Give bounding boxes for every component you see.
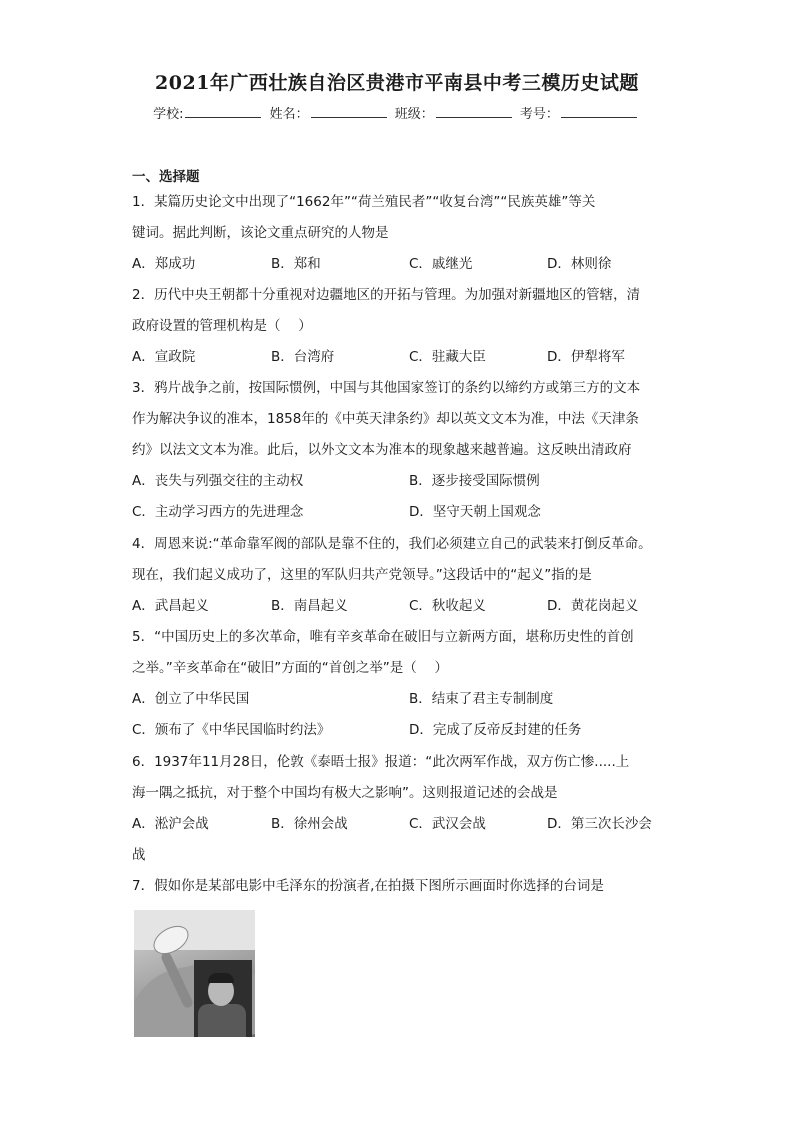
q5-option-a: A．创立了中华民国: [132, 691, 250, 707]
question-6-line-1: 6．1937年11月28日，伦敦《泰晤士报》报道：“此次两军作战，双方伤亡惨.....上: [132, 754, 630, 770]
q3-option-a: A．丧失与列强交往的主动权: [132, 473, 304, 489]
question-3-line-3: 约》以法文文本为准。此后，以外文文本为准本的现象越来越普遍。这反映出清政府: [132, 442, 632, 458]
class-label: 班级：: [394, 107, 434, 122]
student-info-line: [0, 103, 794, 122]
q4-option-a: A．武昌起义: [132, 598, 209, 614]
school-blank[interactable]: [185, 105, 261, 118]
name-blank[interactable]: [311, 105, 387, 118]
section-title: 一、选择题: [132, 169, 200, 185]
q1-option-a: A．郑成功: [132, 256, 196, 272]
q4-option-d: D．黄花岗起义: [547, 598, 639, 614]
exam-number-blank[interactable]: [561, 105, 637, 118]
q6-option-d-wrap: 战: [132, 847, 146, 863]
q2-option-b: B．台湾府: [271, 349, 335, 365]
q6-option-d: D．第三次长沙会: [547, 816, 652, 832]
q1-option-b: B．郑和: [271, 256, 321, 272]
q5-option-c: C．颁布了《中华民国临时约法》: [132, 722, 331, 738]
school-label: 学校:: [153, 107, 184, 122]
question-7-photo: [134, 910, 255, 1037]
q4-option-c: C．秋收起义: [409, 598, 486, 614]
class-blank[interactable]: [436, 105, 512, 118]
q5-option-b: B．结束了君主专制制度: [409, 691, 554, 707]
q1-option-d: D．林则徐: [547, 256, 612, 272]
exam-number-label: 考号：: [519, 107, 559, 122]
page-title: 2021年广西壮族自治区贵港市平南县中考三模历史试题: [155, 72, 639, 94]
q4-option-b: B．南昌起义: [271, 598, 348, 614]
question-3-line-2: 作为解决争议的准本，1858年的《中英天津条约》却以英文文本为准，中法《天津条: [132, 411, 639, 427]
q6-option-a: A．淞沪会战: [132, 816, 209, 832]
question-3-line-1: 3．鸦片战争之前，按国际惯例，中国与其他国家签订的条约以缔约方或第三方的文本: [132, 380, 641, 396]
question-1-line-1: 1．某篇历史论文中出现了“1662年”“荷兰殖民者”“收复台湾”“民族英雄”等关: [132, 194, 596, 210]
q6-option-b: B．徐州会战: [271, 816, 348, 832]
question-4-line-1: 4．周恩来说:“革命靠军阀的部队是靠不住的，我们必须建立自己的武装来打倒反革命。: [132, 536, 652, 552]
q5-option-d: D．完成了反帝反封建的任务: [409, 722, 582, 738]
q2-option-c: C．驻藏大臣: [409, 349, 486, 365]
question-5-line-1: 5．“中国历史上的多次革命，唯有辛亥革命在破旧与立新两方面，堪称历史性的首创: [132, 629, 634, 645]
q3-option-c: C．主动学习西方的先进理念: [132, 504, 304, 520]
q3-option-d: D．坚守天朝上国观念: [409, 504, 541, 520]
q2-option-a: A．宣政院: [132, 349, 196, 365]
q6-option-c: C．武汉会战: [409, 816, 486, 832]
question-1-line-2: 键词。据此判断，该论文重点研究的人物是: [132, 225, 389, 241]
question-2-line-1: 2．历代中央王朝都十分重视对边疆地区的开拓与管理。为加强对新疆地区的管辖，清: [132, 287, 641, 303]
question-4-line-2: 现在，我们起义成功了，这里的军队归共产党领导。”这段话中的“起义”指的是: [132, 567, 592, 583]
q2-option-d: D．伊犁将军: [547, 349, 625, 365]
q3-option-b: B．逐步接受国际惯例: [409, 473, 540, 489]
question-2-line-2: 政府设置的管理机构是（ ）: [132, 318, 312, 334]
question-7-line-1: 7．假如你是某部电影中毛泽东的扮演者,在拍摄下图所示画面时你选择的台词是: [132, 878, 604, 894]
q1-option-c: C．戚继光: [409, 256, 473, 272]
question-6-line-2: 海一隅之抵抗，对于整个中国均有极大之影响”。这则报道记述的会战是: [132, 785, 558, 801]
question-5-line-2: 之举。”辛亥革命在“破旧”方面的“首创之举”是（ ）: [132, 660, 449, 676]
name-label: 姓名：: [269, 107, 309, 122]
